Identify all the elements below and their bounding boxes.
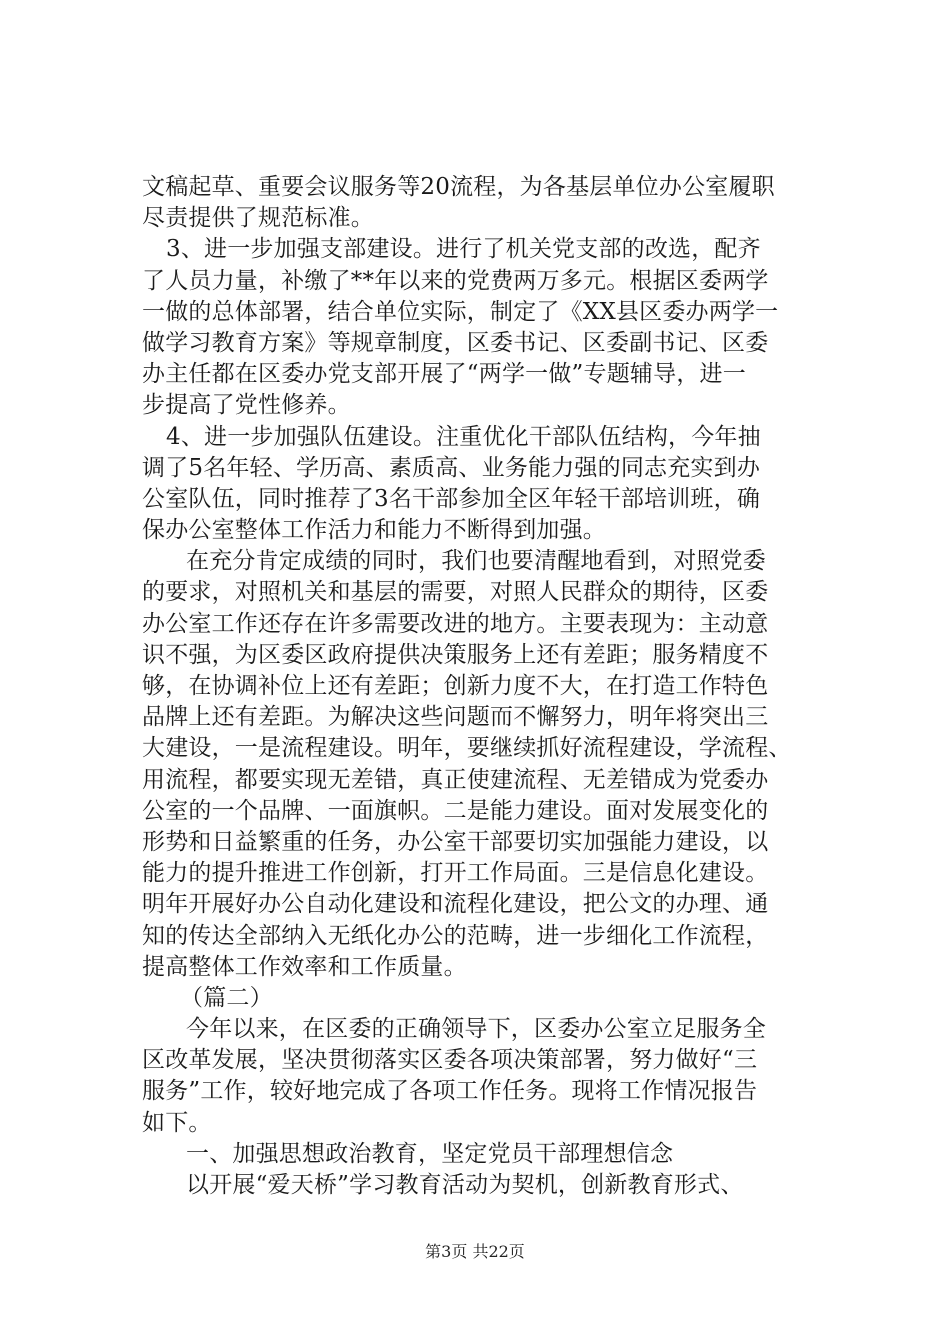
text-line: 3、进一步加强支部建设。进行了机关党支部的改选，配齐 xyxy=(166,236,761,263)
text-line: 如下。 xyxy=(142,1109,212,1136)
text-line: 在充分肯定成绩的同时，我们也要清醒地看到，对照党委 xyxy=(186,548,766,575)
text-line: 4、进一步加强队伍建设。注重优化干部队伍结构，今年抽 xyxy=(166,423,761,450)
text-line: 大建设，一是流程建设。明年，要继续抓好流程建设，学流程、 xyxy=(142,735,792,762)
text-line: 的要求，对照机关和基层的需要，对照人民群众的期待，区委 xyxy=(142,579,769,606)
text-line: 区改革发展，坚决贯彻落实区委各项决策部署，努力做好“三 xyxy=(142,1047,758,1074)
text-line: 形势和日益繁重的任务，办公室干部要切实加强能力建设，以 xyxy=(142,828,769,855)
text-line: 识不强，为区委区政府提供决策服务上还有差距；服务精度不 xyxy=(142,641,769,668)
text-line: 明年开展好办公自动化建设和流程化建设，把公文的办理、通 xyxy=(142,891,769,918)
text-line: 够，在协调补位上还有差距；创新力度不大，在打造工作特色 xyxy=(142,673,769,699)
text-line: 保办公室整体工作活力和能力不断得到加强。 xyxy=(142,517,606,544)
text-line: 品牌上还有差距。为解决这些问题而不懈努力，明年将突出三 xyxy=(142,704,769,731)
subsection-heading: 一、加强思想政治教育，坚定党员干部理想信念 xyxy=(186,1140,674,1167)
text-line: 能力的提升推进工作创新，打开工作局面。三是信息化建设。 xyxy=(142,860,769,887)
text-line: 了人员力量，补缴了**年以来的党费两万多元。根据区委两学 xyxy=(142,267,769,294)
text-line: 办公室工作还存在许多需要改进的地方。主要表现为：主动意 xyxy=(142,610,769,637)
text-line: 提高整体工作效率和工作质量。 xyxy=(142,953,467,980)
section-heading: （篇二） xyxy=(180,984,273,1011)
text-line: 尽责提供了规范标准。 xyxy=(142,205,374,232)
text-line: 文稿起草、重要会议服务等20流程，为各基层单位办公室履职 xyxy=(142,174,775,200)
page-number: 第3页 共22页 xyxy=(425,1242,525,1261)
text-line: 一做的总体部署，结合单位实际，制定了《XX县区委办两学一 xyxy=(142,298,779,325)
text-line: 公室的一个品牌、一面旗帜。二是能力建设。面对发展变化的 xyxy=(142,797,769,824)
text-line: 做学习教育方案》等规章制度，区委书记、区委副书记、区委 xyxy=(142,329,769,356)
text-line: 今年以来，在区委的正确领导下，区委办公室立足服务全 xyxy=(186,1016,766,1043)
text-line: 办主任都在区委办党支部开展了“两学一做”专题辅导，进一 xyxy=(142,361,746,388)
text-line: 公室队伍，同时推荐了3名干部参加全区年轻干部培训班，确 xyxy=(142,485,761,512)
text-line: 步提高了党性修养。 xyxy=(142,392,351,419)
text-line: 服务”工作，较好地完成了各项工作任务。现将工作情况报告 xyxy=(142,1078,758,1105)
document-body xyxy=(142,172,832,1201)
text-line: 知的传达全部纳入无纸化办公的范畴，进一步细化工作流程， xyxy=(142,922,769,949)
text-line: 以开展“爱天桥”学习教育活动为契机，创新教育形式、 xyxy=(186,1172,744,1198)
text-line: 调了5名年轻、学历高、素质高、业务能力强的同志充实到办 xyxy=(142,454,761,481)
text-line: 用流程，都要实现无差错，真正使建流程、无差错成为党委办 xyxy=(142,766,769,793)
page-footer xyxy=(0,1242,950,1262)
